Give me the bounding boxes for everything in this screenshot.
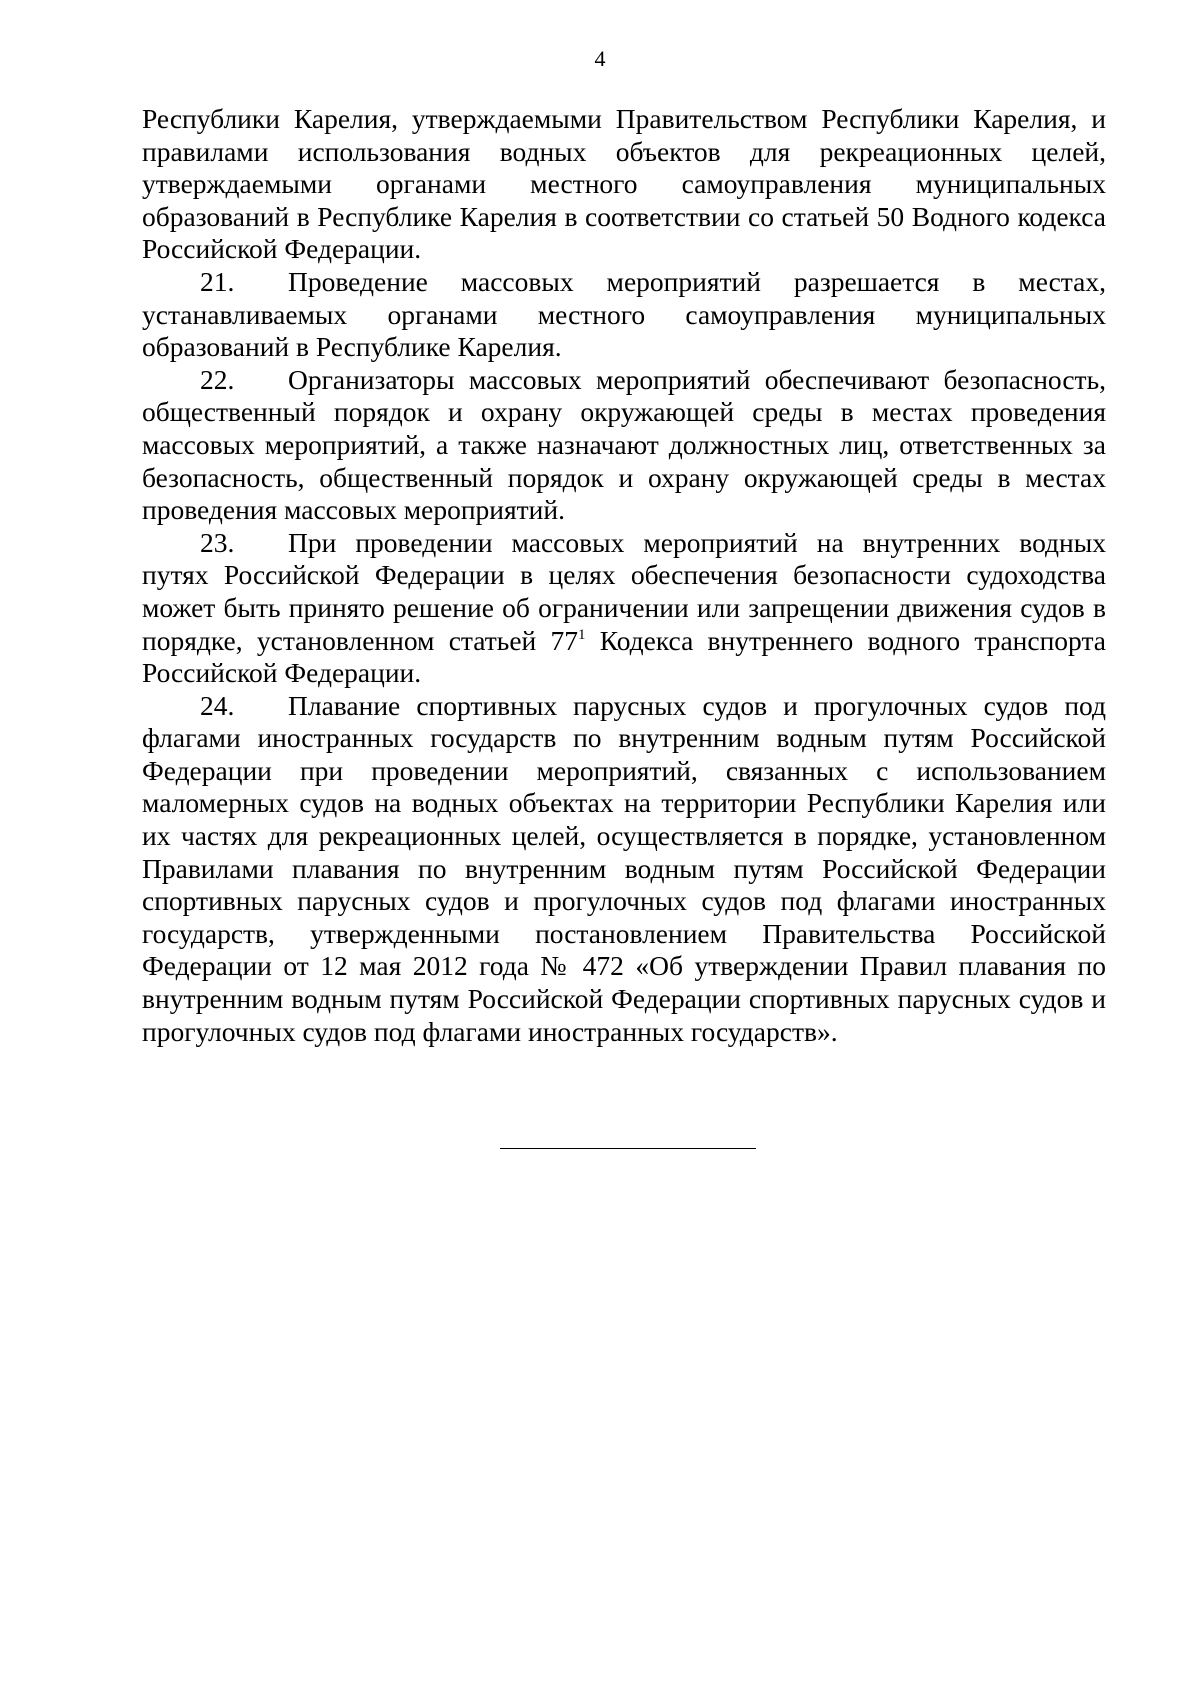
paragraph-23-text-after: Кодекса внутреннего водного транспорта Российской Федерации. [142, 624, 1106, 689]
page-number: 4 [594, 46, 606, 71]
paragraph-continuation-text: Республики Карелия, утверждаемыми Правительством Республики Карелия, и правилами использования водных объектов для рекреационных целей, утверждаемыми органами местного самоуправления муниципальных образований в Республике Карелия в соответствии со статьей 50 Водного кодекса Российской Федерации. [142, 103, 1106, 265]
paragraph-21-text: Проведение массовых мероприятий разрешается в местах, устанавливаемых органами местного самоуправления муниципальных образований в Республике Карелия. [142, 265, 1106, 363]
end-of-document-rule [500, 1148, 756, 1149]
paragraph-24-number: 24. [200, 689, 235, 721]
paragraph-24 [142, 690, 1106, 1049]
paragraph-21 [142, 266, 1106, 364]
document-body [142, 103, 1106, 1048]
paragraph-continuation [142, 103, 1106, 266]
paragraph-23-superscript: 1 [578, 626, 586, 643]
paragraph-23 [142, 527, 1106, 690]
paragraph-24-text: Плавание спортивных парусных судов и прогулочных судов под флагами иностранных государств по внутренним водным путям Российской Федерации при проведении мероприятий, связанных с использованием маломерных судов на водных объектах на территории Республики Карелия или их частях для рекреационных целей, осуществляется в порядке, установленном Правилами плавания по внутренним водным путям Российской Федерации спортивных парусных судов и прогулочных судов под флагами иностранных государств, утвержденными постановлением Правительства Российской Федерации от 12 мая 2012 года № 472 «Об утверждении Правил плавания по внутренним водным путям Российской Федерации спортивных парусных судов и прогулочных судов под флагами иностранных государств». [142, 689, 1106, 1047]
paragraph-22-number: 22. [200, 363, 235, 395]
paragraph-21-number: 21. [200, 265, 235, 297]
paragraph-22-text: Организаторы массовых мероприятий обеспечивают безопасность, общественный порядок и охрану окружающей среды в местах проведения массовых мероприятий, а также назначают должностных лиц, ответственных за безопасность, общественный порядок и охрану окружающей среды в местах проведения массовых мероприятий. [142, 363, 1106, 526]
paragraph-23-number: 23. [200, 526, 235, 558]
paragraph-23-text-before: При проведении массовых мероприятий на внутренних водных путях Российской Федерации в целях обеспечения безопасности судоходства может быть принято решение об ограничении или запрещении движения судов в порядке, установленном статьей 77 [142, 526, 1106, 656]
paragraph-22 [142, 364, 1106, 527]
